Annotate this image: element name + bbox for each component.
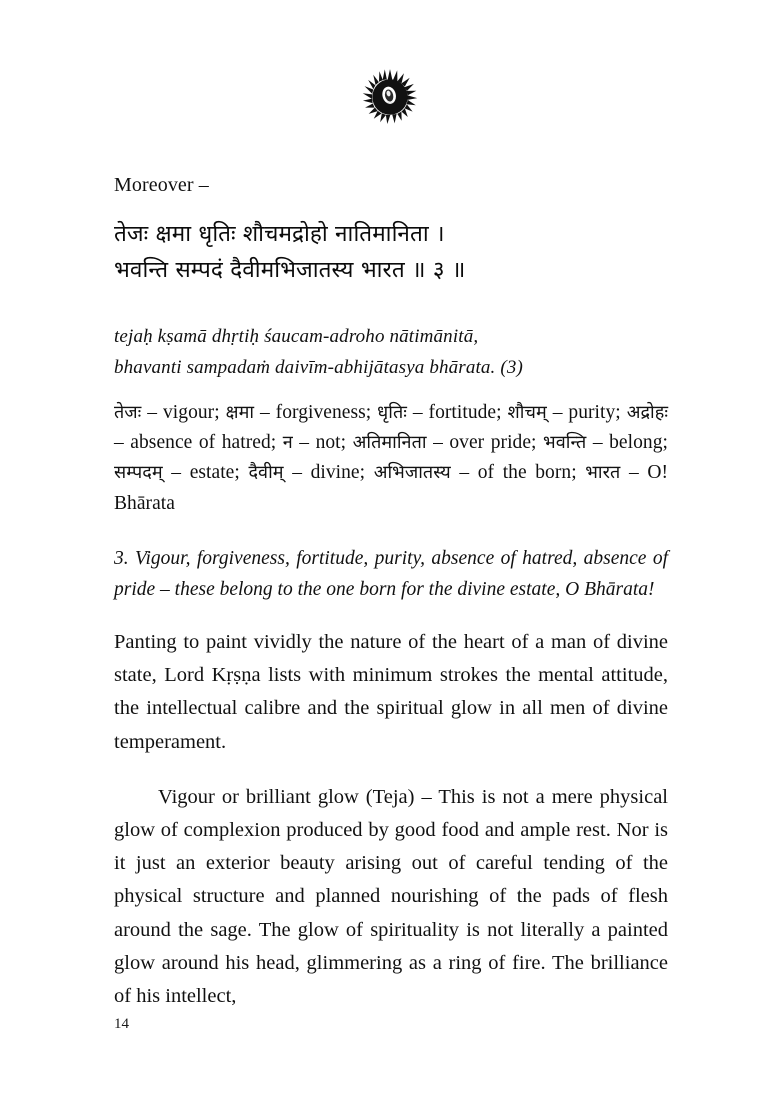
glossary-term: अतिमानिता	[352, 432, 427, 454]
glossary-gloss: – over pride;	[426, 432, 544, 454]
glossary-gloss: – not;	[292, 432, 353, 454]
verse-line-2: भवन्ति सम्पदं दैवीमभिजातस्य भारत ॥ ३ ॥	[114, 257, 466, 284]
glossary-term: सम्पदम्	[114, 462, 163, 484]
commentary-paragraph: Vigour or brilliant glow (Teja) – This is not a mere physical glow of complexion produced by good food and ample rest. Nor is it just an exterior beauty arising out of careful tending of the physical structure and planned nourishing of the pads of flesh around the sage. The glow of spirituality is not literally a painted glow around his head, glimmering as a ring of fire. The brilliance of his intellect,	[114, 785, 668, 1008]
glossary-gloss: – forgiveness;	[254, 402, 378, 423]
verse-line-1: तेजः क्षमा धृतिः शौचमद्रोहो नातिमानिता ।	[114, 221, 445, 247]
glossary-term: भवन्ति	[543, 432, 587, 454]
glossary-gloss: – of the born;	[450, 462, 586, 484]
sun-flame-ornament-icon	[361, 68, 419, 126]
glossary-gloss: – absence of hatred;	[114, 432, 283, 454]
transliteration-line-2: bhavanti sampadaṁ daivīm-abhijātasya bhārata. (3)	[114, 356, 523, 378]
glossary-term: भारत	[585, 462, 621, 484]
glossary-gloss: – divine;	[283, 462, 374, 484]
glossary-gloss: – O! Bhārata	[114, 462, 669, 514]
glossary-term: धृतिः	[377, 402, 407, 423]
commentary-body	[114, 626, 668, 1013]
page-number: 14	[114, 1016, 129, 1032]
intro-line: Moreover –	[114, 174, 209, 196]
glossary-gloss: – purity;	[546, 402, 627, 423]
commentary-paragraph: Panting to paint vividly the nature of the heart of a man of divine state, Lord Kṛṣṇa lists with minimum strokes the mental attitude, the intellectual calibre and the spiritual glow in all men of divine temperament.	[114, 631, 668, 753]
ornament-container	[114, 68, 666, 126]
transliteration-line-1: tejaḥ kṣamā dhṛtiḥ śaucam-adroho nātimānitā,	[114, 326, 479, 347]
verse-translation: 3. Vigour, forgiveness, fortitude, purity, absence of hatred, absence of pride – these belong to the one born for the divine estate, O Bhārata!	[114, 548, 668, 601]
glossary-term: शौचम्	[507, 402, 547, 423]
glossary-gloss: – fortitude;	[406, 402, 508, 423]
glossary-term: अद्रोहः	[626, 402, 669, 423]
glossary-gloss: – belong;	[586, 432, 668, 454]
glossary-term: अभिजातस्य	[373, 462, 451, 484]
glossary-gloss: – vigour;	[141, 402, 226, 423]
glossary-gloss: – estate;	[162, 462, 249, 484]
transliteration-block	[114, 322, 666, 384]
glossary-term: दैवीम्	[248, 462, 284, 484]
glossary-term: तेजः	[114, 402, 142, 423]
sanskrit-verse	[114, 216, 666, 289]
glossary-term: क्षमा	[225, 402, 255, 423]
glossary-term: न	[282, 432, 293, 454]
word-glossary	[114, 398, 668, 519]
